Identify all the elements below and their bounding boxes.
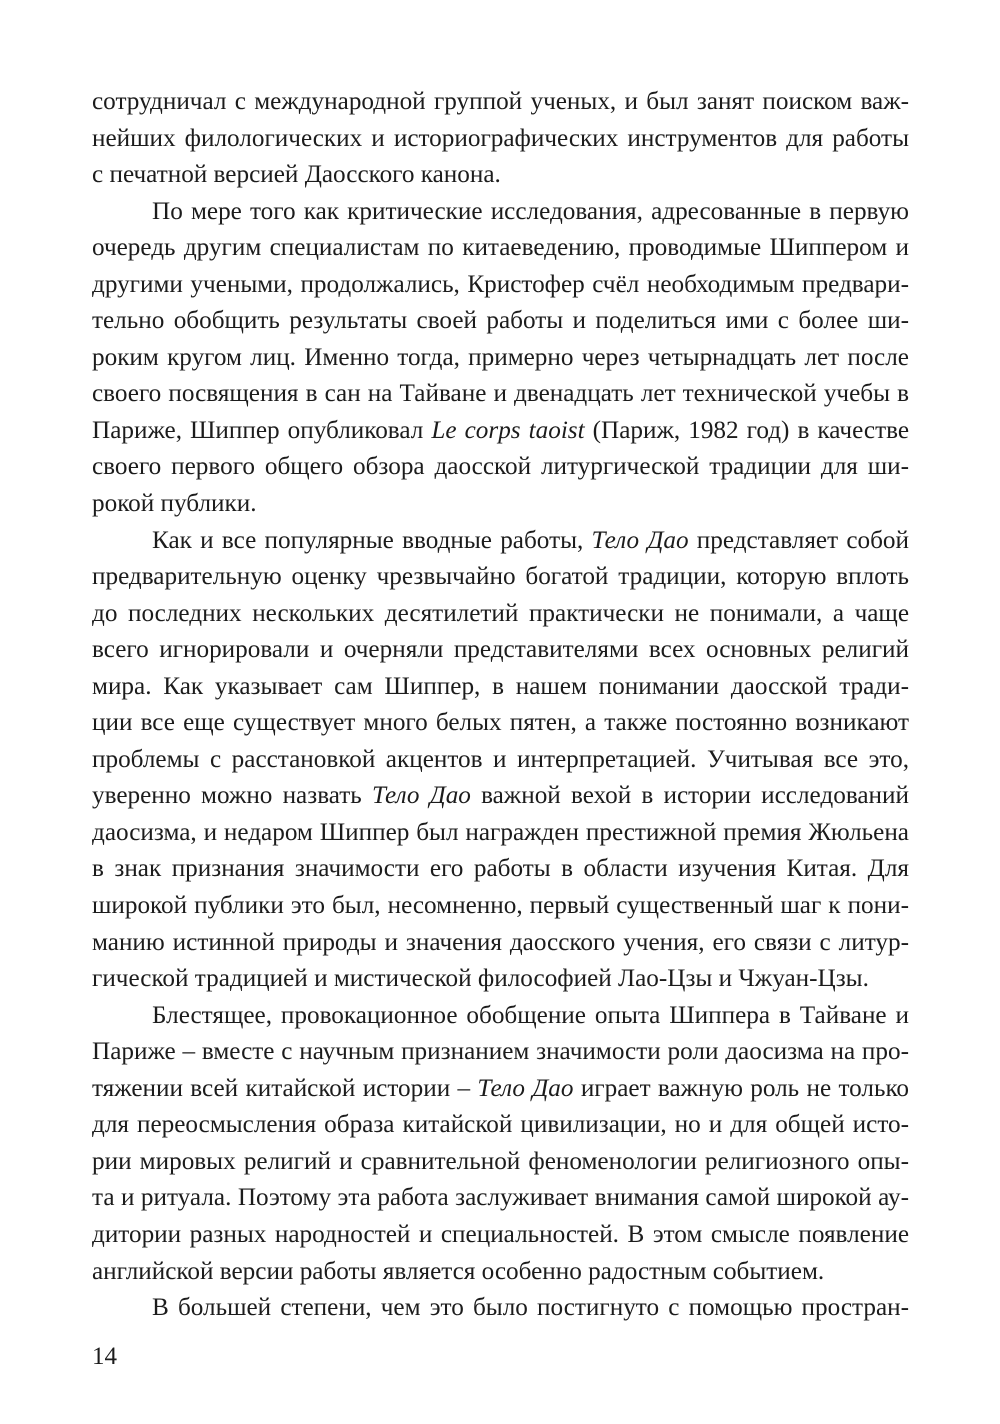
text-line <box>92 1290 909 1327</box>
text-run: с печатной версией Даосского канона. <box>92 161 501 189</box>
text-run: широкой публики это был, несомненно, первый существенный шаг к пони- <box>92 892 909 920</box>
text-run: очередь другим специалистам по китаеведению, проводимые Шиппером и <box>92 234 909 262</box>
text-line <box>92 632 909 669</box>
text-line <box>92 998 909 1035</box>
text-run: сотрудничал с международной группой ученых, и был занят поиском важ- <box>92 88 909 115</box>
text-line <box>92 596 909 633</box>
italic-title: Тело Дао <box>477 1074 574 1102</box>
text-run: Блестящее, провокационное обобщение опыта Шиппера в Тайване и <box>152 1001 909 1029</box>
text-line <box>92 961 909 998</box>
text-run: представляет собой <box>688 526 909 554</box>
text-run: проблемы с расстановкой акцентов и интерпретацией. Учитывая все это, <box>92 745 909 773</box>
text-line <box>92 1217 909 1254</box>
text-run: дитории разных народностей и специальностей. В этом смысле появление <box>92 1220 909 1248</box>
italic-title: Le corps taoist <box>431 416 585 444</box>
text-run: своего посвящения в сан на Тайване и двенадцать лет технической учебы в <box>92 380 909 408</box>
text-run: своего первого общего обзора даосской литургической традиции для ши- <box>92 453 909 481</box>
text-line <box>92 267 909 304</box>
text-run: ции все еще существует много белых пятен, а также постоянно возникают <box>92 709 909 737</box>
text-run: манию истинной природы и значения даосского учения, его связи с литур- <box>92 928 909 956</box>
text-line <box>92 1071 909 1108</box>
text-run: нейших филологических и историографических инструментов для работы <box>92 124 909 152</box>
text-run: всего игнорировали и очерняли представителями всех основных религий <box>92 636 909 664</box>
text-run: (Париж, 1982 год) в качестве <box>584 416 909 444</box>
text-line <box>92 1144 909 1181</box>
text-line <box>92 449 909 486</box>
text-run: мира. Как указывает сам Шиппер, в нашем понимании даосской тради- <box>92 672 909 700</box>
text-run: до последних нескольких десятилетий практически не понимали, а чаще <box>92 599 909 627</box>
text-line <box>92 888 909 925</box>
text-run: предварительную оценку чрезвычайно богатой традиции, которую вплоть <box>92 563 909 591</box>
text-run: роким кругом лиц. Именно тогда, примерно через четырнадцать лет после <box>92 343 909 371</box>
text-run: Париже, Шиппер опубликовал <box>92 416 432 444</box>
text-run: Как и все популярные вводные работы, <box>152 526 592 554</box>
text-run: уверенно можно назвать <box>92 782 372 810</box>
text-line <box>92 669 909 706</box>
text-line <box>92 705 909 742</box>
text-line <box>92 1107 909 1144</box>
text-line <box>92 303 909 340</box>
text-line <box>92 230 909 267</box>
text-line <box>92 925 909 962</box>
text-run: тельно обобщить результаты своей работы и поделиться ими с более ши- <box>92 307 909 335</box>
text-run: тяжении всей китайской истории – <box>92 1074 478 1102</box>
text-line <box>92 559 909 596</box>
text-run: в знак признания значимости его работы в области изучения Китая. Для <box>92 855 909 883</box>
text-line <box>92 851 909 888</box>
text-line <box>92 157 909 194</box>
text-line <box>92 84 909 121</box>
text-run: рии мировых религий и сравнительной феноменологии религиозного опы- <box>92 1147 909 1175</box>
text-run: гической традицией и мистической философией Лао-Цзы и Чжуан-Цзы. <box>92 965 869 993</box>
text-run: В большей степени, чем это было постигнуто с помощью простран- <box>152 1294 909 1322</box>
text-run: та и ритуала. Поэтому эта работа заслуживает внимания самой широкой ау- <box>92 1184 909 1212</box>
text-line <box>92 413 909 450</box>
text-run: Париже – вместе с научным признанием значимости роли даосизма на про- <box>92 1038 909 1066</box>
text-run: важной вехой в истории исследований <box>470 782 909 810</box>
text-run: для переосмысления образа китайской цивилизации, но и для общей исто- <box>92 1111 909 1139</box>
text-line <box>92 194 909 231</box>
text-line <box>92 376 909 413</box>
body-text <box>92 84 909 1327</box>
text-line <box>92 1180 909 1217</box>
text-line <box>92 815 909 852</box>
text-line <box>92 340 909 377</box>
italic-title: Тело Дао <box>371 782 471 810</box>
italic-title: Тело Дао <box>591 526 689 554</box>
text-line <box>92 1034 909 1071</box>
text-line <box>92 121 909 158</box>
text-run: рокой публики. <box>92 490 257 518</box>
text-run: даосизма, и недаром Шиппер был награжден престижной премия Жюльена <box>92 818 909 846</box>
text-line <box>92 742 909 779</box>
text-line <box>92 486 909 523</box>
page-number: 14 <box>92 1343 117 1370</box>
text-line <box>92 523 909 560</box>
text-run: играет важную роль не только <box>573 1074 909 1102</box>
text-line <box>92 1254 909 1291</box>
text-run: По мере того как критические исследования, адресованные в первую <box>152 197 909 225</box>
text-line <box>92 778 909 815</box>
text-run: другими учеными, продолжались, Кристофер счёл необходимым предвари- <box>92 270 909 298</box>
text-run: английской версии работы является особенно радостным событием. <box>92 1257 825 1285</box>
